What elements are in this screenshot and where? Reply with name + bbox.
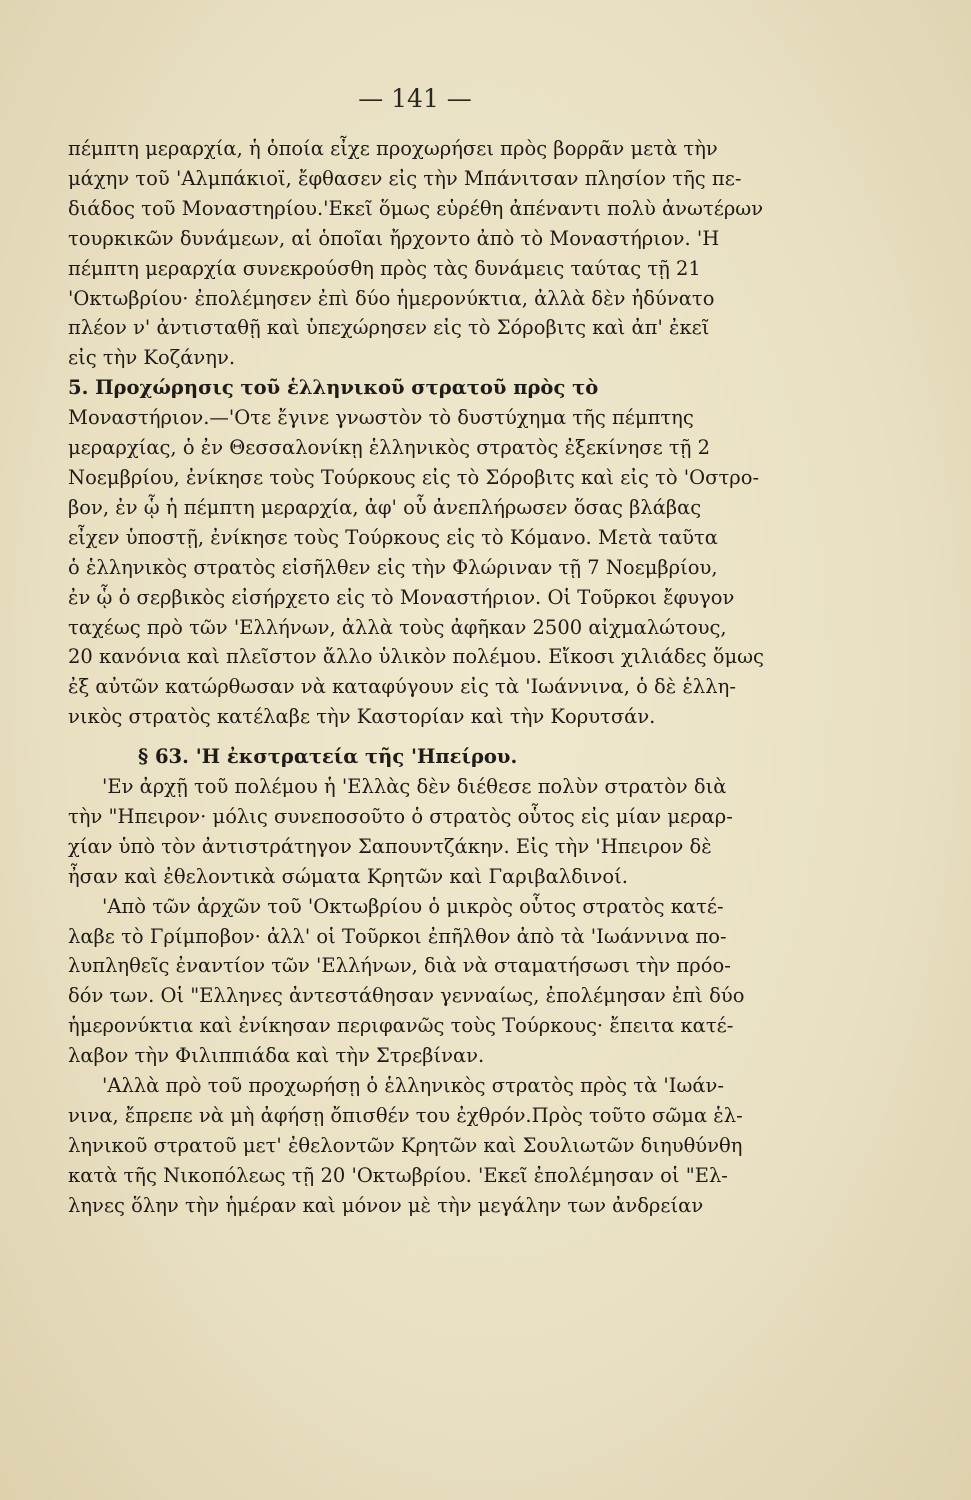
- text-line: Νοεμβρίου, ἐνίκησε τοὺς Τούρκους εἰς τὸ Σόροβιτς καὶ εἰς τὸ 'Οστρο-: [68, 465, 760, 489]
- text-line: πέμπτη μεραρχία συνεκρούσθη πρὸς τὰς δυνάμεις ταύτας τῇ 21: [68, 256, 701, 280]
- text-line: ὁ ἑλληνικὸς στρατὸς εἰσῆλθεν εἰς τὴν Φλώριναν τῇ 7 Νοεμβρίου,: [68, 555, 718, 579]
- text-line: μάχην τοῦ 'Αλμπάκιοϊ, ἔφθασεν εἰς τὴν Μπάνιτσαν πλησίον τῆς πε-: [68, 166, 742, 190]
- text-line: τουρκικῶν δυνάμεων, αἱ ὁποῖαι ἤρχοντο ἀπὸ τὸ Μοναστήριον. 'Η: [68, 226, 720, 250]
- text-line: λαβον τὴν Φιλιππιάδα καὶ τὴν Στρεβίναν.: [68, 1044, 485, 1068]
- text-line: κατὰ τῆς Νικοπόλεως τῇ 20 'Οκτωβρίου. 'Εκεῖ ἐπολέμησαν οἱ "Ελ-: [68, 1163, 728, 1187]
- text-line: εἶχεν ὑποστῇ, ἐνίκησε τοὺς Τούρκους εἰς τὸ Κόμανο. Μετὰ ταῦτα: [68, 525, 718, 549]
- text-line: ἐξ αὐτῶν κατώρθωσαν νὰ καταφύγουν εἰς τὰ 'Ιωάννινα, ὁ δὲ ἑλλη-: [68, 675, 736, 699]
- body-text: [68, 134, 788, 1221]
- paragraph-1: [68, 134, 788, 373]
- paragraph: [68, 772, 788, 892]
- text-line: 'Απὸ τῶν ἀρχῶν τοῦ 'Οκτωβρίου ὁ μικρὸς οὗτος στρατὸς κατέ-: [102, 894, 724, 918]
- spacer: [68, 732, 788, 742]
- text-line: 'Οκτωβρίου· ἐπολέμησεν ἐπὶ δύο ἡμερονύκτια, ἀλλὰ δὲν ἠδύνατο: [68, 286, 715, 310]
- section-63: [68, 742, 788, 1221]
- text-line: 'Εν ἀρχῇ τοῦ πολέμου ἡ 'Ελλὰς δὲν διέθεσε πολὺν στρατὸν διὰ: [102, 775, 727, 799]
- text-line: Μοναστήριον.—'Οτε ἔγινε γνωστὸν τὸ δυστύχημα τῆς πέμπτης: [68, 406, 694, 430]
- paragraph: [68, 1071, 788, 1221]
- paragraph: [68, 892, 788, 1071]
- section-5: [68, 373, 788, 732]
- text-line: λαβε τὸ Γρίμποβον· ἀλλ' οἱ Τοῦρκοι ἐπῆλθον ἀπὸ τὰ 'Ιωάννινα πο-: [68, 924, 727, 948]
- text-line: χίαν ὑπὸ τὸν ἀντιστράτηγον Σαπουντζάκην. Εἰς τὴν 'Ηπειρον δὲ: [68, 834, 712, 858]
- text-line: ληνικοῦ στρατοῦ μετ' ἐθελοντῶν Κρητῶν καὶ Σουλιωτῶν διηυθύνθη: [68, 1133, 743, 1157]
- text-line: διάδος τοῦ Μοναστηρίου.'Εκεῖ ὅμως εὑρέθη ἀπέναντι πολὺ ἀνωτέρων: [68, 196, 764, 220]
- text-line: πλέον ν' ἀντισταθῇ καὶ ὑπεχώρησεν εἰς τὸ Σόροβιτς καὶ ἀπ' ἐκεῖ: [68, 316, 710, 340]
- text-line: ἐν ᾧ ὁ σερβικὸς εἰσήρχετο εἰς τὸ Μοναστήριον. Οἱ Τοῦρκοι ἔφυγον: [68, 585, 735, 609]
- text-line: 20 κανόνια καὶ πλεῖστον ἄλλο ὑλικὸν πολέμου. Εἴκοσι χιλιάδες ὅμως: [68, 645, 764, 669]
- text-line: ληνες ὅλην τὴν ἡμέραν καὶ μόνον μὲ τὴν μεγάλην των ἀνδρείαν: [68, 1193, 704, 1217]
- text-line: ταχέως πρὸ τῶν 'Ελλήνων, ἀλλὰ τοὺς ἀφῆκαν 2500 αἰχμαλώτους,: [68, 615, 727, 639]
- text-line: ἡμερονύκτια καὶ ἐνίκησαν περιφανῶς τοὺς Τούρκους· ἔπειτα κατέ-: [68, 1014, 734, 1038]
- text-line: μεραρχίας, ὁ ἐν Θεσσαλονίκῃ ἑλληνικὸς στρατὸς ἐξεκίνησε τῇ 2: [68, 436, 710, 460]
- text-line: νικὸς στρατὸς κατέλαβε τὴν Καστορίαν καὶ τὴν Κορυτσάν.: [68, 705, 656, 729]
- page-number: — 141 —: [358, 84, 472, 113]
- text-line: βον, ἐν ᾧ ἡ πέμπτη μεραρχία, ἀφ' οὗ ἀνεπλήρωσεν ὅσας βλάβας: [68, 495, 702, 519]
- text-line: ἦσαν καὶ ἐθελοντικὰ σώματα Κρητῶν καὶ Γαριβαλδινοί.: [68, 864, 628, 888]
- text-line: πέμπτη μεραρχία, ἡ ὁποία εἶχε προχωρήσει πρὸς βορρᾶν μετὰ τὴν: [68, 137, 718, 160]
- text-line: 'Αλλὰ πρὸ τοῦ προχωρήσῃ ὁ ἑλληνικὸς στρατὸς πρὸς τὰ 'Ιωάν-: [102, 1074, 725, 1098]
- text-line: εἰς τὴν Κοζάνην.: [68, 346, 236, 370]
- section-5-heading: 5. Προχώρησις τοῦ ἑλληνικοῦ στρατοῦ πρὸς τὸ: [68, 376, 599, 400]
- text-line: νινα, ἔπρεπε νὰ μὴ ἀφήσῃ ὄπισθέν του ἐχθρόν.Πρὸς τοῦτο σῶμα ἑλ-: [68, 1104, 743, 1127]
- text-line: δόν των. Οἱ "Ελληνες ἀντεστάθησαν γενναίως, ἐπολέμησαν ἐπὶ δύο: [68, 984, 745, 1008]
- text-line: τὴν "Ηπειρον· μόλις συνεποσοῦτο ὁ στρατὸς οὗτος εἰς μίαν μεραρ-: [68, 804, 733, 828]
- text-line: λυπληθεῖς ἐναντίον τῶν 'Ελλήνων, διὰ νὰ σταματήσωσι τὴν πρόο-: [68, 954, 731, 978]
- section-63-heading: § 63. 'Η ἐκστρατεία τῆς 'Ηπείρου.: [138, 745, 518, 769]
